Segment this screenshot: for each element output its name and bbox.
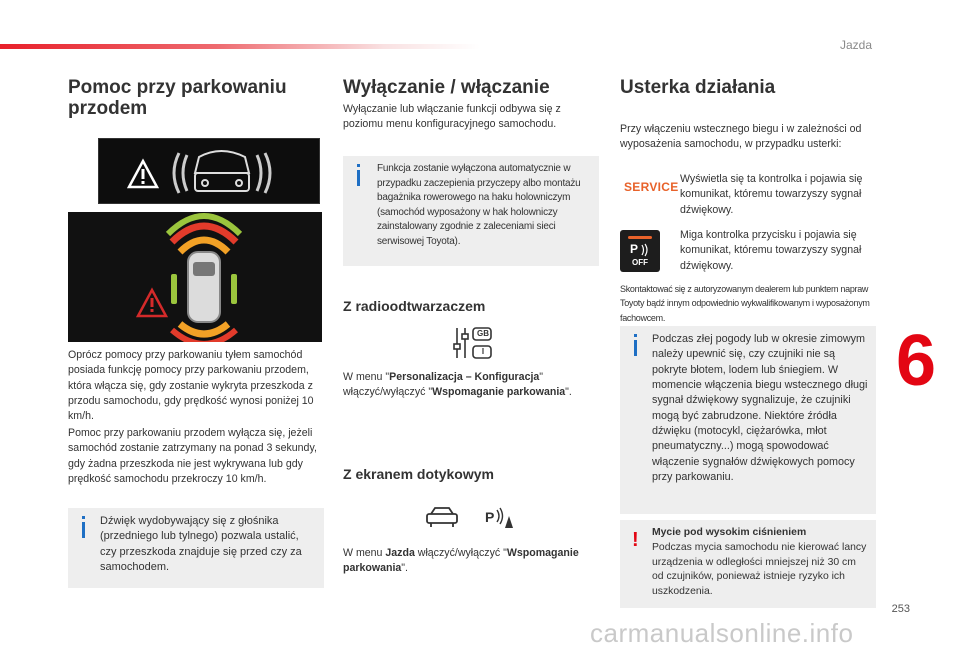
warning-title: Mycie pod wysokim ciśnieniem bbox=[652, 527, 807, 538]
header-accent-bar bbox=[0, 44, 480, 49]
page-number: 253 bbox=[891, 603, 910, 615]
service-warning-text: Wyświetla się ta kontrolka i pojawia się komunikat, któremu towarzyszy sygnał dźwiękowy. bbox=[680, 173, 863, 216]
car-icon bbox=[425, 506, 459, 528]
info-icon bbox=[82, 522, 85, 538]
warning-text: Podczas mycia samochodu nie kierować lancy urządzenia w odległości mniejszej niż 30 cm od czujników, ponieważ istnieje ryzyko ich uszkodzenia. bbox=[652, 541, 867, 598]
malfunction-intro: Przy włączeniu wstecznego biegu i w zależności od wyposażenia samochodu, w przypadku usterki: bbox=[620, 123, 862, 151]
touch-menu-name: Jazda bbox=[385, 547, 415, 559]
info-icon bbox=[357, 170, 360, 186]
parking-sensor-icon bbox=[485, 506, 515, 530]
settings-menu-icon bbox=[453, 326, 497, 360]
front-parking-description: Oprócz pomocy przy parkowaniu tyłem samochód posiada funkcję pomocy przy parkowaniu przodem, która włącza się, gdy zostanie wykryta przeszkoda z przodu samochodu, gdy prędkość wynosi poniżej 10 km/h. bbox=[68, 349, 314, 423]
park-letter: P bbox=[630, 242, 639, 256]
touch-text-end: ". bbox=[401, 562, 409, 575]
dashboard-display-image bbox=[98, 138, 320, 204]
radio-text-pre: W menu " bbox=[343, 371, 390, 383]
park-assist-off-button-icon bbox=[620, 230, 660, 272]
radio-text-mid: " włączyć/wyłączyć " bbox=[343, 371, 544, 399]
info-box-speaker bbox=[68, 508, 324, 588]
enable-disable-intro: Wyłączanie lub włączanie funkcji odbywa się z poziomu menu konfiguracyjnego samochodu. bbox=[343, 103, 561, 131]
off-label: OFF bbox=[632, 258, 648, 267]
radio-option-name: Wspomaganie parkowania bbox=[432, 386, 566, 399]
warning-box-pressure-washing bbox=[620, 520, 876, 608]
touchscreen-instructions bbox=[343, 546, 599, 577]
info-box-weather bbox=[620, 326, 876, 514]
info-text-speaker: Dźwięk wydobywający się z głośnika (przedniego lub tylnego) pozwala ustalić, czy przeszkoda znajduje się przed czy za samochodem. bbox=[100, 515, 302, 574]
car-icon bbox=[188, 252, 220, 322]
service-warning-icon: SERVICE bbox=[624, 180, 679, 194]
sensor-waves-icon bbox=[640, 243, 652, 257]
parking-sensor-screen-image bbox=[68, 212, 322, 342]
subsection-title-touchscreen: Z ekranem dotykowym bbox=[343, 466, 494, 482]
radio-menu-name: Personalizacja – Konfiguracja bbox=[389, 371, 540, 383]
section-title-enable-disable: Wyłączanie / włączanie bbox=[343, 77, 550, 98]
section-number: 6 bbox=[896, 321, 937, 401]
section-title-malfunction: Usterka działania bbox=[620, 77, 776, 98]
chapter-title: Jazda bbox=[839, 38, 872, 52]
section-title-front-parking: Pomoc przy parkowaniu przodem bbox=[68, 77, 287, 119]
front-parking-deactivation: Pomoc przy parkowaniu przodem wyłącza się, jeżeli samochód zostanie zatrzymany na ponad 3 sekundy, gdy żadna przeszkoda nie jest wykrywana lub gdy prędkość samochodu przekroczy 10 km/h. bbox=[68, 427, 317, 486]
park-assist-off-text: Miga kontrolka przycisku i pojawia się komunikat, któremu towarzyszy sygnał dźwiękowy. bbox=[680, 229, 862, 272]
radio-instructions bbox=[343, 370, 599, 401]
info-icon bbox=[634, 340, 637, 356]
touch-text-pre: W menu bbox=[343, 547, 386, 559]
touch-text-mid: włączyć/wyłączyć " bbox=[414, 547, 507, 559]
exclamation-icon: ! bbox=[632, 529, 639, 551]
info-text-trailer: Funkcja zostanie wyłączona automatycznie w przypadku zaczepienia przyczepy albo montażu bagażnika rowerowego na haku holowniczym (samochód wyposażony w hak holowniczy zainstalowany zgodnie z zaleceniami sieci serwisowej Toyota). bbox=[377, 163, 581, 247]
indicator-light-icon bbox=[628, 236, 652, 239]
svg-text:P: P bbox=[485, 509, 495, 525]
subsection-title-radio: Z radioodtwarzaczem bbox=[343, 298, 486, 314]
touch-option-name: Wspomaganie parkowania bbox=[343, 547, 579, 575]
info-text-weather: Podczas złej pogody lub w okresie zimowym należy upewnić się, czy czujniki nie są pokryte błotem, lodem lub śniegiem. W momencie włączenia biegu wstecznego długi sygnał dźwiękowy sygnalizuje, że czujniki mogą być zabrudzone. Niektóre źródła dźwięku (motocykl, ciężarówka, młot pneumatyczny...) mogą spowodować włączenie sygnałów dźwiękowych pomocy przy parkowaniu. bbox=[652, 333, 868, 483]
info-letter-label: I bbox=[481, 347, 485, 356]
language-code-label: GB bbox=[477, 329, 489, 338]
contact-dealer-text: Skontaktować się z autoryzowanym dealerem lub punktem napraw Toyoty bądź innym odpowiednio wykwalifikowanym i wyposażonym fachowcem. bbox=[620, 284, 870, 323]
radio-text-end: ". bbox=[565, 386, 572, 399]
info-box-trailer bbox=[343, 156, 599, 266]
watermark: carmanualsonline.info bbox=[590, 618, 854, 648]
